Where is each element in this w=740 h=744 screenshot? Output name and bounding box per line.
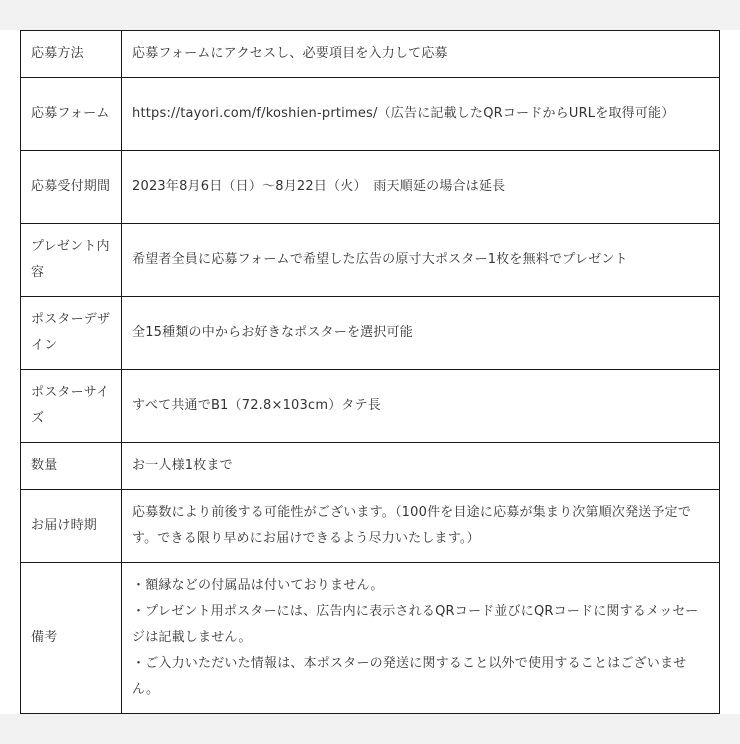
row-label: お届け時期 bbox=[21, 490, 122, 563]
bottom-background-band bbox=[0, 714, 740, 744]
table-row-quantity bbox=[21, 443, 720, 490]
remarks-notes bbox=[122, 563, 720, 714]
row-label: 応募方法 bbox=[21, 31, 122, 78]
remark-item: ・ご入力いただいた情報は、本ポスターの発送に関すること以外で使用することはございません。 bbox=[132, 656, 687, 697]
row-value: 2023年8月6日（日）～8月22日（火） 雨天順延の場合は延長 bbox=[122, 151, 720, 224]
table-row-present-content bbox=[21, 224, 720, 297]
remark-item: ・額縁などの付属品は付いておりません。 bbox=[132, 578, 384, 593]
row-value: 応募数により前後する可能性がございます。（100件を目途に応募が集まり次第順次発送予定です。できる限り早めにお届けできるよう尽力いたします。） bbox=[122, 490, 720, 563]
table-row-application-period bbox=[21, 151, 720, 224]
table-row-poster-design bbox=[21, 297, 720, 370]
row-value: お一人様1枚まで bbox=[122, 443, 720, 490]
row-value: 希望者全員に応募フォームで希望した広告の原寸大ポスター1枚を無料でプレゼント bbox=[122, 224, 720, 297]
row-label: ポスターデザイン bbox=[21, 297, 122, 370]
row-label: 数量 bbox=[21, 443, 122, 490]
row-value: 全15種類の中からお好きなポスターを選択可能 bbox=[122, 297, 720, 370]
row-label: 応募フォーム bbox=[21, 78, 122, 151]
application-info-table bbox=[20, 30, 720, 714]
table-row-application-form bbox=[21, 78, 720, 151]
row-label: ポスターサイズ bbox=[21, 370, 122, 443]
row-label: 備考 bbox=[21, 563, 122, 714]
table-row-poster-size bbox=[21, 370, 720, 443]
remark-item: ・プレゼント用ポスターには、広告内に表示されるQRコード並びにQRコードに関するメッセージは記載しません。 bbox=[132, 604, 699, 645]
row-label: 応募受付期間 bbox=[21, 151, 122, 224]
table-row-application-method bbox=[21, 31, 720, 78]
table-row-remarks bbox=[21, 563, 720, 714]
row-label: プレゼント内容 bbox=[21, 224, 122, 297]
form-url-value: https://tayori.com/f/koshien-prtimes/（広告に記載したQRコードからURLを取得可能） bbox=[122, 78, 720, 151]
top-background-band bbox=[0, 0, 740, 30]
table-row-delivery-time bbox=[21, 490, 720, 563]
row-value: すべて共通でB1（72.8×103cm）タテ長 bbox=[122, 370, 720, 443]
row-value: 応募フォームにアクセスし、必要項目を入力して応募 bbox=[122, 31, 720, 78]
